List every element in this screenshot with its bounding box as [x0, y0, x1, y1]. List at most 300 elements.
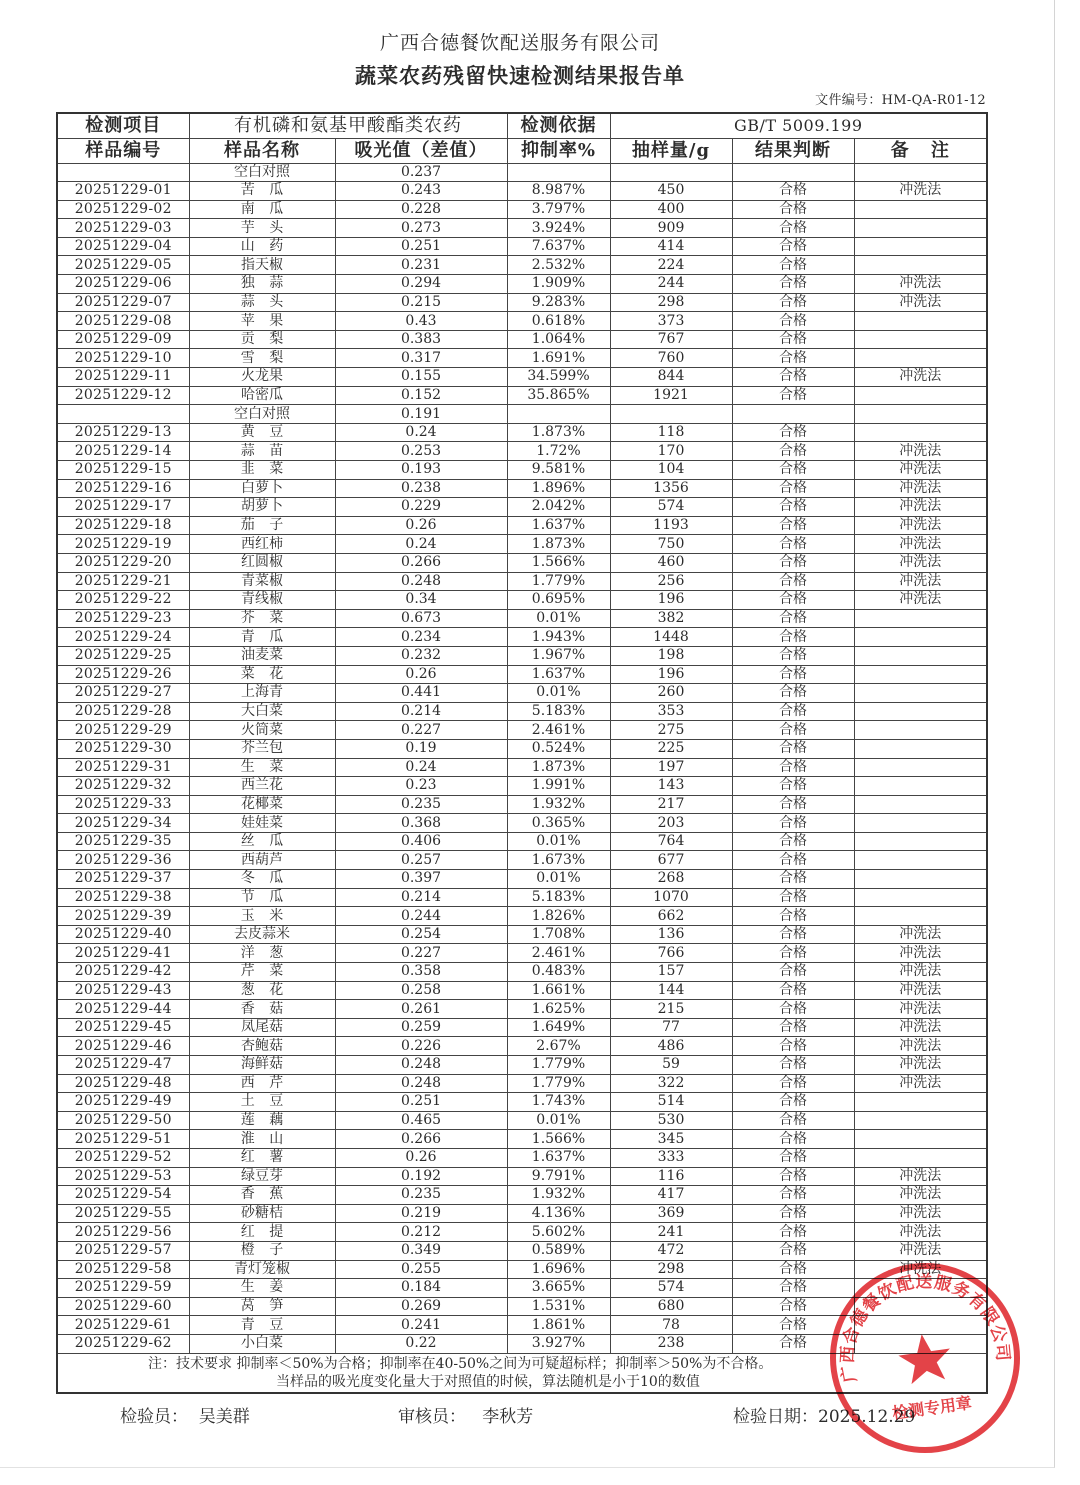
- blank-control-row: [57, 163, 987, 182]
- sample-row: [57, 1018, 987, 1037]
- note-line-2: 当样品的吸光度变化量大于对照值的时候，算法随机是小于10的数值: [276, 1373, 700, 1390]
- result-cell: 合格: [732, 1279, 854, 1298]
- inhibition-rate-cell: 1.637%: [507, 665, 610, 684]
- remark-cell: 冲洗法: [854, 925, 987, 944]
- inhibition-rate-cell: 1.661%: [507, 981, 610, 1000]
- absorbance-cell: 0.266: [335, 553, 507, 572]
- sample-amount-cell: 241: [610, 1223, 732, 1242]
- remark-cell: 冲洗法: [854, 1260, 987, 1279]
- col-header-result: 结果判断: [732, 138, 854, 163]
- absorbance-cell: 0.23: [335, 777, 507, 796]
- sample-row: [57, 256, 987, 275]
- inhibition-rate-cell: 35.865%: [507, 386, 610, 405]
- sample-id-cell: 20251229-17: [57, 498, 189, 517]
- result-cell: 合格: [732, 777, 854, 796]
- result-cell: 合格: [732, 944, 854, 963]
- sample-id-cell: 20251229-33: [57, 795, 189, 814]
- sample-amount-cell: 78: [610, 1316, 732, 1335]
- sample-amount-cell: 170: [610, 442, 732, 461]
- remark-cell: [854, 721, 987, 740]
- result-cell: 合格: [732, 1018, 854, 1037]
- sample-name-cell: 白萝卜: [189, 479, 335, 498]
- result-cell: 合格: [732, 1056, 854, 1075]
- sample-id-cell: 20251229-32: [57, 777, 189, 796]
- sample-amount-cell: 767: [610, 330, 732, 349]
- sample-amount-cell: 1070: [610, 888, 732, 907]
- inhibition-rate-cell: 2.532%: [507, 256, 610, 275]
- inhibition-rate-cell: 2.461%: [507, 944, 610, 963]
- sample-name-cell: 香 蕉: [189, 1186, 335, 1205]
- sample-amount-cell: 298: [610, 1260, 732, 1279]
- sample-id-cell: 20251229-53: [57, 1167, 189, 1186]
- remark-cell: 冲洗法: [854, 1186, 987, 1205]
- sample-row: [57, 182, 987, 201]
- sample-name-cell: 火筒菜: [189, 721, 335, 740]
- col-header-sample-amount: 抽样量/g: [610, 138, 732, 163]
- absorbance-cell: 0.397: [335, 870, 507, 889]
- remark-cell: 冲洗法: [854, 553, 987, 572]
- result-cell: 合格: [732, 442, 854, 461]
- sample-amount-cell: 224: [610, 256, 732, 275]
- absorbance-cell: 0.184: [335, 1279, 507, 1298]
- remark-cell: [854, 256, 987, 275]
- sample-amount-cell: 215: [610, 1000, 732, 1019]
- sample-name-cell: 淮 山: [189, 1130, 335, 1149]
- remark-cell: 冲洗法: [854, 498, 987, 517]
- result-cell: 合格: [732, 1241, 854, 1260]
- sample-amount-cell: 369: [610, 1204, 732, 1223]
- report-title: 蔬菜农药残留快速检测结果报告单: [355, 63, 685, 88]
- sample-id-cell: 20251229-59: [57, 1279, 189, 1298]
- sample-row: [57, 479, 987, 498]
- inhibition-rate-cell: 0.483%: [507, 963, 610, 982]
- sample-row: [57, 368, 987, 387]
- result-cell: 合格: [732, 535, 854, 554]
- sample-name-cell: 红 提: [189, 1223, 335, 1242]
- sample-row: [57, 349, 987, 368]
- inhibition-rate-cell: 1.72%: [507, 442, 610, 461]
- sample-row: [57, 870, 987, 889]
- sample-name-cell: 大白菜: [189, 702, 335, 721]
- inhibition-rate-cell: 1.932%: [507, 1186, 610, 1205]
- remark-cell: [854, 237, 987, 256]
- inhibition-rate-cell: 3.665%: [507, 1279, 610, 1298]
- absorbance-cell: 0.368: [335, 814, 507, 833]
- inhibition-rate-cell: 1.861%: [507, 1316, 610, 1335]
- result-cell: 合格: [732, 721, 854, 740]
- sample-row: [57, 200, 987, 219]
- inhibition-rate-cell: 0.365%: [507, 814, 610, 833]
- sample-row: [57, 777, 987, 796]
- absorbance-cell: 0.215: [335, 293, 507, 312]
- sample-name-cell: 火龙果: [189, 368, 335, 387]
- result-cell: 合格: [732, 461, 854, 480]
- result-cell: 合格: [732, 1130, 854, 1149]
- sample-id-cell: 20251229-10: [57, 349, 189, 368]
- sample-row: [57, 628, 987, 647]
- remark-cell: [854, 1148, 987, 1167]
- sample-id-cell: 20251229-29: [57, 721, 189, 740]
- result-cell: 合格: [732, 1074, 854, 1093]
- sample-name-cell: 玉 米: [189, 907, 335, 926]
- sample-name-cell: 节 瓜: [189, 888, 335, 907]
- sample-row: [57, 832, 987, 851]
- sample-id-cell: 20251229-56: [57, 1223, 189, 1242]
- remark-cell: 冲洗法: [854, 516, 987, 535]
- sample-id-cell: 20251229-18: [57, 516, 189, 535]
- sample-name-cell: 蒜 头: [189, 293, 335, 312]
- sample-name-cell: 青线椒: [189, 591, 335, 610]
- sample-row: [57, 423, 987, 442]
- sample-amount-cell: 486: [610, 1037, 732, 1056]
- sample-amount-cell: 143: [610, 777, 732, 796]
- result-cell: [732, 405, 854, 424]
- sample-name-cell: 芥兰包: [189, 739, 335, 758]
- remark-cell: [854, 870, 987, 889]
- inhibition-rate-cell: 1.967%: [507, 646, 610, 665]
- remark-cell: [854, 777, 987, 796]
- sample-row: [57, 963, 987, 982]
- sample-id-cell: 20251229-04: [57, 237, 189, 256]
- sample-row: [57, 1148, 987, 1167]
- sample-id-cell: 20251229-34: [57, 814, 189, 833]
- result-cell: 合格: [732, 368, 854, 387]
- sample-id-cell: 20251229-42: [57, 963, 189, 982]
- sample-amount-cell: 136: [610, 925, 732, 944]
- remark-cell: 冲洗法: [854, 1074, 987, 1093]
- sample-amount-cell: 382: [610, 609, 732, 628]
- sample-row: [57, 1204, 987, 1223]
- inhibition-rate-cell: 9.791%: [507, 1167, 610, 1186]
- inhibition-rate-cell: 1.743%: [507, 1093, 610, 1112]
- absorbance-cell: 0.241: [335, 1316, 507, 1335]
- absorbance-cell: 0.406: [335, 832, 507, 851]
- sample-amount-cell: 514: [610, 1093, 732, 1112]
- test-item-value: 有机磷和氨基甲酸酯类农药: [189, 113, 507, 138]
- result-cell: 合格: [732, 330, 854, 349]
- sample-name-cell: 莲 藕: [189, 1111, 335, 1130]
- remark-cell: 冲洗法: [854, 1167, 987, 1186]
- sample-amount-cell: 1921: [610, 386, 732, 405]
- result-cell: 合格: [732, 1334, 854, 1353]
- sample-id-cell: 20251229-48: [57, 1074, 189, 1093]
- sample-row: [57, 293, 987, 312]
- sample-name-cell: 青 豆: [189, 1316, 335, 1335]
- inhibition-rate-cell: 1.873%: [507, 535, 610, 554]
- inhibition-rate-cell: [507, 405, 610, 424]
- absorbance-cell: 0.294: [335, 275, 507, 294]
- sample-id-cell: 20251229-44: [57, 1000, 189, 1019]
- absorbance-cell: 0.237: [335, 163, 507, 182]
- results-table: [56, 112, 988, 1394]
- sample-name-cell: 空白对照: [189, 405, 335, 424]
- sample-amount-cell: 1193: [610, 516, 732, 535]
- sample-amount-cell: 217: [610, 795, 732, 814]
- sample-amount-cell: 225: [610, 739, 732, 758]
- sample-id-cell: 20251229-51: [57, 1130, 189, 1149]
- result-cell: 合格: [732, 1297, 854, 1316]
- sample-name-cell: 西 芹: [189, 1074, 335, 1093]
- sample-amount-cell: 157: [610, 963, 732, 982]
- sample-row: [57, 907, 987, 926]
- sample-amount-cell: 104: [610, 461, 732, 480]
- sample-name-cell: 冬 瓜: [189, 870, 335, 889]
- remark-cell: 冲洗法: [854, 1018, 987, 1037]
- sample-row: [57, 1167, 987, 1186]
- sample-id-cell: 20251229-41: [57, 944, 189, 963]
- absorbance-cell: 0.152: [335, 386, 507, 405]
- sample-name-cell: 娃娃菜: [189, 814, 335, 833]
- absorbance-cell: 0.192: [335, 1167, 507, 1186]
- absorbance-cell: 0.227: [335, 944, 507, 963]
- sample-id-cell: 20251229-47: [57, 1056, 189, 1075]
- sample-amount-cell: 680: [610, 1297, 732, 1316]
- sample-amount-cell: 450: [610, 182, 732, 201]
- sample-amount-cell: 197: [610, 758, 732, 777]
- inhibition-rate-cell: 1.625%: [507, 1000, 610, 1019]
- remark-cell: 冲洗法: [854, 368, 987, 387]
- sample-name-cell: 红圆椒: [189, 553, 335, 572]
- result-cell: 合格: [732, 609, 854, 628]
- sample-row: [57, 237, 987, 256]
- remark-cell: [854, 758, 987, 777]
- sample-name-cell: 西葫芦: [189, 851, 335, 870]
- remark-cell: 冲洗法: [854, 981, 987, 1000]
- sample-name-cell: 菜 花: [189, 665, 335, 684]
- sample-id-cell: 20251229-20: [57, 553, 189, 572]
- company-name: 广西合德餐饮配送服务有限公司: [379, 32, 660, 54]
- sample-name-cell: 西兰花: [189, 777, 335, 796]
- result-cell: 合格: [732, 1204, 854, 1223]
- sample-row: [57, 814, 987, 833]
- inhibition-rate-cell: 3.927%: [507, 1334, 610, 1353]
- sample-name-cell: 香 菇: [189, 1000, 335, 1019]
- sample-amount-cell: 59: [610, 1056, 732, 1075]
- result-cell: 合格: [732, 200, 854, 219]
- sample-name-cell: 莴 笋: [189, 1297, 335, 1316]
- inhibition-rate-cell: 1.896%: [507, 479, 610, 498]
- sample-amount-cell: 353: [610, 702, 732, 721]
- sample-amount-cell: 244: [610, 275, 732, 294]
- absorbance-cell: 0.269: [335, 1297, 507, 1316]
- sample-id-cell: [57, 405, 189, 424]
- absorbance-cell: 0.212: [335, 1223, 507, 1242]
- sample-row: [57, 219, 987, 238]
- sample-id-cell: 20251229-57: [57, 1241, 189, 1260]
- remark-cell: [854, 386, 987, 405]
- sample-name-cell: 胡萝卜: [189, 498, 335, 517]
- sample-id-cell: 20251229-43: [57, 981, 189, 1000]
- result-cell: 合格: [732, 665, 854, 684]
- remark-cell: 冲洗法: [854, 1223, 987, 1242]
- result-cell: 合格: [732, 814, 854, 833]
- remark-cell: [854, 739, 987, 758]
- sample-row: [57, 1186, 987, 1205]
- absorbance-cell: 0.234: [335, 628, 507, 647]
- result-cell: 合格: [732, 1167, 854, 1186]
- result-cell: 合格: [732, 851, 854, 870]
- remark-cell: [854, 814, 987, 833]
- sample-row: [57, 646, 987, 665]
- sample-amount-cell: 750: [610, 535, 732, 554]
- test-basis-value: GB/T 5009.199: [610, 113, 987, 138]
- absorbance-cell: 0.191: [335, 405, 507, 424]
- sample-amount-cell: 909: [610, 219, 732, 238]
- remark-cell: 冲洗法: [854, 275, 987, 294]
- inhibition-rate-cell: 2.042%: [507, 498, 610, 517]
- sample-row: [57, 665, 987, 684]
- inhibition-rate-cell: 8.987%: [507, 182, 610, 201]
- inhibition-rate-cell: 1.932%: [507, 795, 610, 814]
- result-cell: 合格: [732, 1260, 854, 1279]
- col-header-inhibition-rate: 抑制率%: [507, 138, 610, 163]
- sample-id-cell: 20251229-27: [57, 684, 189, 703]
- absorbance-cell: 0.226: [335, 1037, 507, 1056]
- sample-amount-cell: 118: [610, 423, 732, 442]
- inhibition-rate-cell: 2.67%: [507, 1037, 610, 1056]
- absorbance-cell: 0.22: [335, 1334, 507, 1353]
- sample-id-cell: 20251229-11: [57, 368, 189, 387]
- sample-row: [57, 312, 987, 331]
- remark-cell: 冲洗法: [854, 461, 987, 480]
- result-cell: 合格: [732, 684, 854, 703]
- remark-cell: [854, 907, 987, 926]
- reviewer-signature: 审核员： 李秋芳: [398, 1407, 534, 1427]
- result-cell: 合格: [732, 870, 854, 889]
- sample-row: [57, 1111, 987, 1130]
- sample-name-cell: 茄 子: [189, 516, 335, 535]
- sample-name-cell: 红 薯: [189, 1148, 335, 1167]
- absorbance-cell: 0.26: [335, 665, 507, 684]
- remark-cell: [854, 1111, 987, 1130]
- sample-row: [57, 330, 987, 349]
- sample-id-cell: 20251229-36: [57, 851, 189, 870]
- sample-id-cell: 20251229-26: [57, 665, 189, 684]
- sample-id-cell: 20251229-31: [57, 758, 189, 777]
- sample-id-cell: 20251229-16: [57, 479, 189, 498]
- sample-amount-cell: 275: [610, 721, 732, 740]
- remark-cell: 冲洗法: [854, 591, 987, 610]
- result-cell: 合格: [732, 1111, 854, 1130]
- result-cell: 合格: [732, 1000, 854, 1019]
- absorbance-cell: 0.214: [335, 888, 507, 907]
- sample-name-cell: 生 姜: [189, 1279, 335, 1298]
- inhibition-rate-cell: 1.649%: [507, 1018, 610, 1037]
- sample-amount-cell: 268: [610, 870, 732, 889]
- col-header-sample-id: 样品编号: [57, 138, 189, 163]
- sample-amount-cell: 574: [610, 498, 732, 517]
- absorbance-cell: 0.248: [335, 1074, 507, 1093]
- inhibition-rate-cell: 0.589%: [507, 1241, 610, 1260]
- remark-cell: 冲洗法: [854, 442, 987, 461]
- sample-id-cell: 20251229-55: [57, 1204, 189, 1223]
- result-cell: 合格: [732, 832, 854, 851]
- result-cell: 合格: [732, 293, 854, 312]
- absorbance-cell: 0.248: [335, 1056, 507, 1075]
- remark-cell: [854, 665, 987, 684]
- result-cell: 合格: [732, 702, 854, 721]
- inhibition-rate-cell: 3.924%: [507, 219, 610, 238]
- absorbance-cell: 0.235: [335, 795, 507, 814]
- sample-amount-cell: 345: [610, 1130, 732, 1149]
- sample-row: [57, 758, 987, 777]
- absorbance-cell: 0.251: [335, 237, 507, 256]
- result-cell: 合格: [732, 925, 854, 944]
- absorbance-cell: 0.253: [335, 442, 507, 461]
- remark-cell: 冲洗法: [854, 572, 987, 591]
- col-header-absorbance: 吸光值（差值）: [335, 138, 507, 163]
- sample-row: [57, 1037, 987, 1056]
- sample-id-cell: 20251229-30: [57, 739, 189, 758]
- sample-name-cell: 油麦菜: [189, 646, 335, 665]
- inhibition-rate-cell: 1.566%: [507, 1130, 610, 1149]
- sample-name-cell: 小白菜: [189, 1334, 335, 1353]
- result-cell: 合格: [732, 888, 854, 907]
- absorbance-cell: 0.238: [335, 479, 507, 498]
- sample-amount-cell: 196: [610, 665, 732, 684]
- absorbance-cell: 0.193: [335, 461, 507, 480]
- sample-amount-cell: 764: [610, 832, 732, 851]
- absorbance-cell: 0.26: [335, 516, 507, 535]
- absorbance-cell: 0.258: [335, 981, 507, 1000]
- sample-amount-cell: 322: [610, 1074, 732, 1093]
- sample-amount-cell: 460: [610, 553, 732, 572]
- test-basis-label: 检测依据: [507, 113, 610, 138]
- sample-id-cell: 20251229-37: [57, 870, 189, 889]
- inhibition-rate-cell: 0.01%: [507, 870, 610, 889]
- sample-name-cell: 上海青: [189, 684, 335, 703]
- sample-id-cell: 20251229-08: [57, 312, 189, 331]
- inhibition-rate-cell: 1.566%: [507, 553, 610, 572]
- absorbance-cell: 0.227: [335, 721, 507, 740]
- file-number: 文件编号：HM-QA-R01-12: [815, 93, 986, 108]
- inhibition-rate-cell: 1.673%: [507, 851, 610, 870]
- sample-amount-cell: 298: [610, 293, 732, 312]
- sample-name-cell: 葱 花: [189, 981, 335, 1000]
- inhibition-rate-cell: 1.873%: [507, 423, 610, 442]
- absorbance-cell: 0.251: [335, 1093, 507, 1112]
- absorbance-cell: 0.244: [335, 907, 507, 926]
- absorbance-cell: 0.24: [335, 758, 507, 777]
- sample-name-cell: 凤尾菇: [189, 1018, 335, 1037]
- inhibition-rate-cell: 1.779%: [507, 1074, 610, 1093]
- test-info-row: [57, 113, 987, 138]
- sample-id-cell: 20251229-62: [57, 1334, 189, 1353]
- sample-id-cell: [57, 163, 189, 182]
- sample-row: [57, 572, 987, 591]
- sample-amount-cell: 760: [610, 349, 732, 368]
- sample-name-cell: 芋 头: [189, 219, 335, 238]
- inhibition-rate-cell: 4.136%: [507, 1204, 610, 1223]
- remark-cell: [854, 832, 987, 851]
- official-seal-stamp: [812, 1245, 1038, 1471]
- absorbance-cell: 0.358: [335, 963, 507, 982]
- result-cell: 合格: [732, 907, 854, 926]
- inhibition-rate-cell: 0.524%: [507, 739, 610, 758]
- sample-row: [57, 851, 987, 870]
- sample-name-cell: 绿豆芽: [189, 1167, 335, 1186]
- inhibition-rate-cell: 5.183%: [507, 888, 610, 907]
- absorbance-cell: 0.43: [335, 312, 507, 331]
- sample-row: [57, 721, 987, 740]
- sample-id-cell: 20251229-12: [57, 386, 189, 405]
- sample-name-cell: 砂糖桔: [189, 1204, 335, 1223]
- inhibition-rate-cell: 9.283%: [507, 293, 610, 312]
- column-header-row: [57, 138, 987, 163]
- remark-cell: 冲洗法: [854, 963, 987, 982]
- absorbance-cell: 0.255: [335, 1260, 507, 1279]
- seal-star-icon: [896, 1331, 954, 1386]
